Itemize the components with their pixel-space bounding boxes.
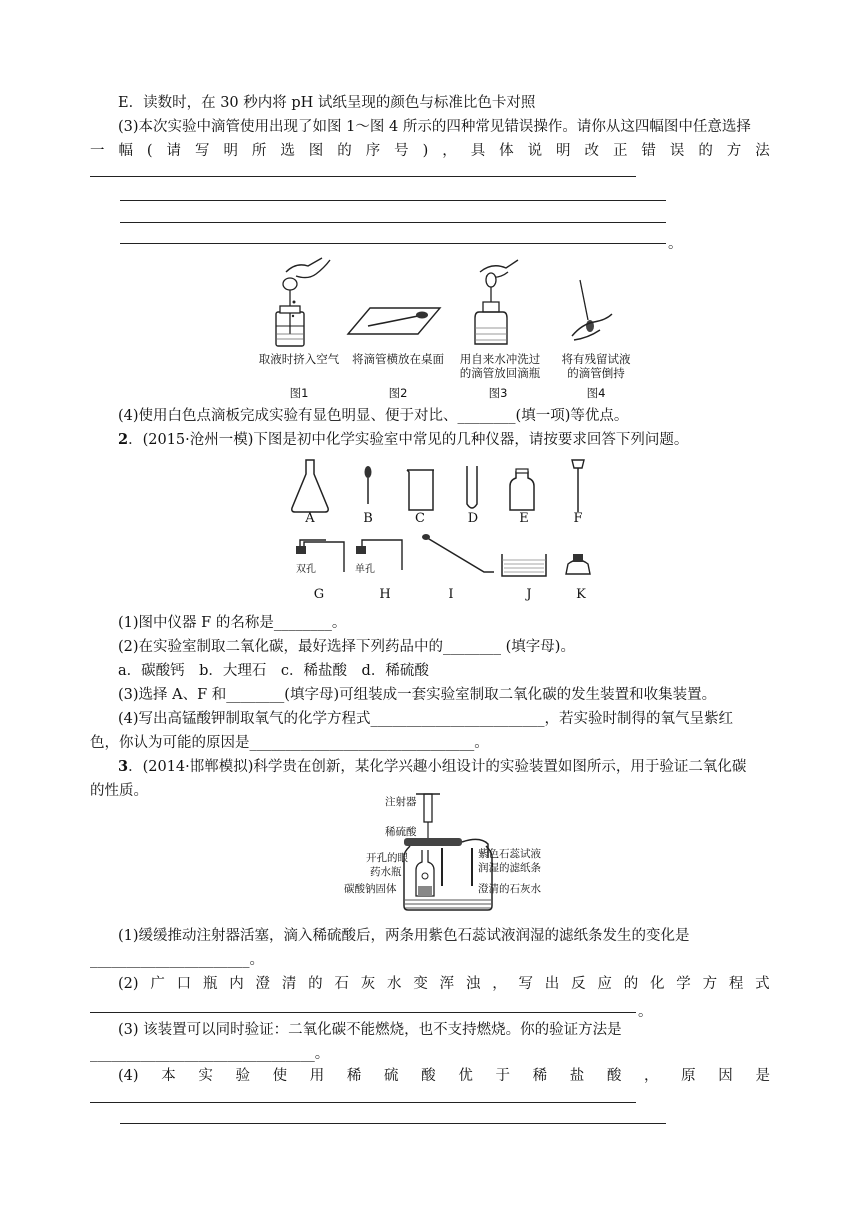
spaced-char: ) — [422, 143, 429, 159]
label-sulfuric-acid: 稀硫酸 — [385, 826, 417, 838]
spaced-char: 澄 — [255, 976, 271, 992]
spaced-char: 水 — [387, 976, 402, 992]
spaced-char: 浑 — [439, 976, 455, 992]
spaced-char: 酸 — [421, 1068, 436, 1084]
spaced-char: 因 — [718, 1068, 733, 1084]
spaced-char: 选 — [280, 143, 295, 159]
spaced-char: 改 — [584, 143, 599, 159]
spaced-char: 优 — [458, 1068, 473, 1084]
spaced-char: 是 — [755, 1068, 770, 1084]
spaced-char: 写 — [518, 976, 533, 992]
spaced-char: 学 — [676, 976, 691, 992]
instrument-label-k: K — [576, 587, 586, 602]
q1-part3-line1: (3)本次实验中滴管使用出现了如图 1～图 4 所示的四种常见错误操作。请你从这四幅图中任意选择 — [118, 119, 751, 135]
spaced-char: 说 — [527, 143, 543, 159]
spaced-char: 方 — [726, 143, 742, 159]
q1-part3-line2 — [90, 141, 770, 161]
option-e: E．读数时，在 30 秒内将 pH 试纸呈现的颜色与标准比色卡对照 — [118, 95, 536, 111]
spaced-char: 石 — [334, 976, 349, 992]
spaced-char: 清 — [281, 976, 297, 992]
spaced-char: 化 — [649, 976, 665, 992]
label-limewater: 澄清的石灰水 — [478, 883, 541, 895]
spaced-char: 用 — [309, 1068, 325, 1084]
figure-4-caption: 将有残留试液 的滴管倒持 — [561, 352, 631, 380]
spaced-char: 灰 — [360, 976, 376, 992]
spaced-char: (4) — [118, 1068, 139, 1084]
spaced-char: 本 — [161, 1068, 176, 1084]
spaced-char: ， — [644, 1068, 659, 1084]
spaced-char: 所 — [251, 143, 267, 159]
period: 。 — [638, 1004, 653, 1020]
q3-part2-line1 — [118, 974, 770, 994]
spaced-char: 的 — [337, 143, 352, 159]
spaced-char: 口 — [176, 976, 192, 992]
spaced-char: 正 — [612, 143, 628, 159]
spaced-char: 应 — [597, 976, 612, 992]
spaced-char: ( — [146, 143, 153, 159]
figure-3-dropper-bottle — [466, 254, 526, 346]
q3-intro-line2: 的性质。 — [90, 783, 148, 799]
figure-2-dropper-on-table — [346, 300, 446, 340]
spaced-char: 的 — [698, 143, 713, 159]
spaced-char: 错 — [641, 143, 656, 159]
spaced-char: 写 — [194, 143, 210, 159]
spaced-char: 实 — [198, 1068, 213, 1084]
figure-1-caption: 取液时挤入空气 — [258, 352, 340, 366]
q2-options: a．碳酸钙 b．大理石 c．稀盐酸 d．稀硫酸 — [118, 663, 429, 679]
spaced-char: 明 — [556, 143, 571, 159]
answer-line — [90, 1102, 636, 1103]
answer-line — [90, 1012, 636, 1013]
spaced-char: 反 — [571, 976, 586, 992]
h-one-hole-tag: 单孔 — [355, 564, 375, 575]
instrument-label-c: C — [415, 511, 425, 526]
instruments-row2 — [294, 532, 594, 584]
spaced-char: 的 — [308, 976, 323, 992]
q3-part3-line1: (3) 该装置可以同时验证：二氧化碳不能燃烧，也不支持燃烧。你的验证方法是 — [118, 1022, 622, 1038]
instrument-label-e: E — [519, 511, 529, 526]
spaced-char: 号 — [394, 143, 409, 159]
spaced-char: 瓶 — [202, 976, 218, 992]
answer-line — [120, 1123, 666, 1124]
g-two-hole-tag: 双孔 — [296, 564, 316, 575]
label-litmus-b: 润湿的滤纸条 — [478, 862, 541, 874]
spaced-char: 验 — [235, 1068, 250, 1084]
answer-line — [120, 200, 666, 201]
figure-2-caption: 将滴管横放在桌面 — [352, 352, 444, 366]
figure-1-label: 图1 — [289, 386, 309, 400]
figure-3-label: 图3 — [488, 386, 508, 400]
spaced-char: 序 — [365, 143, 381, 159]
spaced-char: 具 — [470, 143, 486, 159]
instruments-row1 — [290, 458, 600, 514]
spaced-char: 于 — [495, 1068, 510, 1084]
q2-part4-line2: 色，你认为可能的原因是_______________________________。 — [90, 735, 489, 751]
q2-intro: 2．(2015·沧州一模)下图是初中化学实验室中常见的几种仪器，请按要求回答下列问题。 — [118, 431, 689, 448]
q2-part2: (2)在实验室制取二氧化碳，最好选择下列药品中的________ (填字母)。 — [118, 639, 575, 655]
instrument-label-j: J — [526, 587, 532, 602]
spaced-char: 的 — [623, 976, 639, 992]
answer-line — [90, 176, 636, 177]
label-bottle-b: 药水瓶 — [370, 866, 402, 878]
instrument-label-f: F — [573, 511, 583, 526]
figure-2-label: 图2 — [388, 386, 408, 400]
q1-part4: (4)使用白色点滴板完成实验有显色明显、便于对比、________(填一项)等优点。 — [118, 408, 629, 424]
spaced-char: 请 — [166, 143, 182, 159]
instrument-label-a: A — [305, 511, 315, 526]
q3-part1-line1: (1)缓缓推动注射器活塞，滴入稀硫酸后，两条用紫色石蕊试液润湿的滤纸条发生的变化是 — [118, 928, 690, 944]
spaced-char: 体 — [499, 143, 514, 159]
q3-intro: 3．(2014·邯郸模拟)科学贵在创新，某化学兴趣小组设计的实验装置如图所示，用于验证二氧化碳 — [118, 758, 747, 775]
spaced-char: 误 — [669, 143, 685, 159]
answer-line — [120, 222, 666, 223]
spaced-char: 内 — [229, 976, 244, 992]
spaced-char: 硫 — [384, 1068, 399, 1084]
figure-4-label: 图4 — [586, 386, 606, 400]
label-syringe: 注射器 — [385, 796, 417, 808]
spaced-char: 出 — [544, 976, 560, 992]
q2-part3: (3)选择 A、F 和________(填字母)可组装成一套实验室制取二氧化碳的发生装置和收集装置。 — [118, 687, 717, 703]
spaced-char: 浊 — [465, 976, 481, 992]
instrument-label-g: G — [313, 587, 325, 602]
spaced-char: 图 — [308, 143, 324, 159]
spaced-char: 一 — [90, 143, 105, 159]
spaced-char: 原 — [681, 1068, 696, 1084]
period: 。 — [668, 236, 683, 252]
spaced-char: (2) — [118, 976, 139, 992]
spaced-char: 明 — [223, 143, 238, 159]
spaced-char: ， — [442, 143, 457, 159]
q3-part3-line2: _______________________________。 — [90, 1046, 330, 1062]
instrument-label-d: D — [467, 511, 479, 526]
figure-1-dropper-air — [256, 254, 346, 346]
spaced-char: 幅 — [118, 143, 133, 159]
spaced-char: 变 — [413, 976, 428, 992]
spaced-char: 程 — [728, 976, 744, 992]
q3-part4-line1 — [118, 1066, 770, 1086]
spaced-char: 酸 — [606, 1068, 622, 1084]
spaced-char: 方 — [702, 976, 718, 992]
instrument-label-b: B — [363, 511, 373, 526]
label-bottle-a: 开孔的眼 — [366, 852, 408, 864]
label-sodium-carbonate: 碳酸钠固体 — [344, 883, 397, 895]
spaced-char: 使 — [272, 1068, 288, 1084]
spaced-char: 稀 — [346, 1068, 362, 1084]
figure-3-caption: 用自来水冲洗过 的滴管放回滴瓶 — [459, 352, 541, 380]
spaced-char: 盐 — [569, 1068, 585, 1084]
q2-part1: (1)图中仪器 F 的名称是________。 — [118, 615, 347, 631]
q3-part1-line2: ______________________。 — [90, 952, 264, 968]
answer-line — [120, 243, 666, 244]
spaced-char: ， — [492, 976, 507, 992]
spaced-char: 广 — [150, 976, 165, 992]
spaced-char: 法 — [755, 143, 770, 159]
spaced-char: 式 — [755, 976, 770, 992]
spaced-char: 稀 — [532, 1068, 548, 1084]
instrument-label-i: I — [448, 587, 454, 602]
q2-part4-line1: (4)写出高锰酸钾制取氧气的化学方程式________________________，若实验时制得的氧气呈紫红 — [118, 711, 734, 727]
figure-4-dropper-inverted — [566, 276, 616, 346]
instrument-label-h: H — [379, 587, 391, 602]
label-litmus-a: 紫色石蕊试液 — [478, 848, 541, 860]
